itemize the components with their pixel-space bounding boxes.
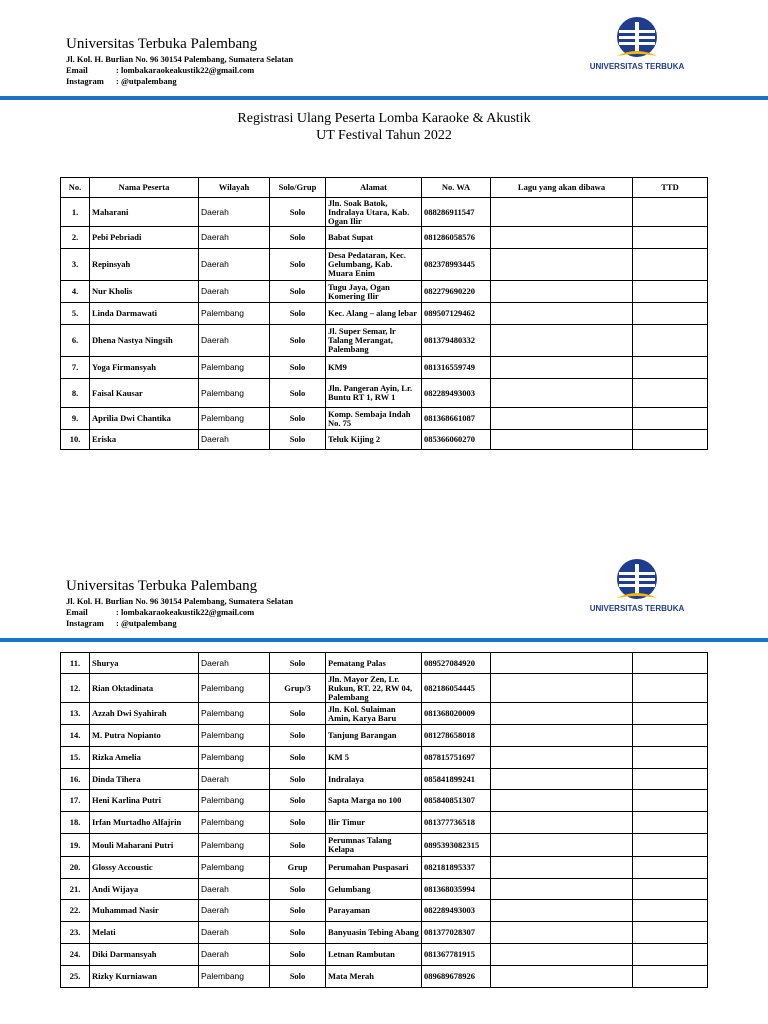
cell-nama: Maharani [90,198,199,227]
address-line: Jl. Kol. H. Burlian No. 96 30154 Palembang, Sumatera Selatan [66,54,294,64]
cell-lagu [491,674,633,703]
cell-no-wa: 081368020009 [422,703,491,725]
cell-lagu [491,747,633,769]
instagram-line-2: Instagram : @utpalembang [66,618,177,628]
cell-wilayah: Palembang [199,857,270,879]
cell-solo-grup: Grup [270,857,326,879]
cell-nama: Dhena Nastya Ningsih [90,325,199,357]
header-solo-grup: Solo/Grup [270,178,326,198]
cell-no-wa: 082181895337 [422,857,491,879]
cell-alamat: Komp. Sembaja Indah No. 75 [326,408,422,430]
cell-solo-grup: Solo [270,812,326,834]
cell-no-wa: 089527084920 [422,653,491,674]
cell-nama: Heni Karlina Putri [90,790,199,812]
cell-no: 15. [61,747,90,769]
cell-alamat: KM9 [326,357,422,379]
table-row [61,725,708,747]
cell-ttd [633,790,708,812]
cell-lagu [491,834,633,857]
cell-nama: Muhammad Nasir [90,900,199,922]
cell-no-wa: 085840851307 [422,790,491,812]
email-line: Email : lombakaraokeakustik22@gmail.com [66,65,255,75]
cell-ttd [633,769,708,790]
cell-solo-grup: Solo [270,879,326,900]
cell-no-wa: 081367781915 [422,944,491,966]
doc-title-line2: UT Festival Tahun 2022 [316,128,452,143]
cell-nama: Rizky Kurniawan [90,966,199,988]
table-row [61,769,708,790]
cell-ttd [633,725,708,747]
cell-no-wa: 081316559749 [422,357,491,379]
cell-nama: Shurya [90,653,199,674]
email-line-2: Email : lombakaraokeakustik22@gmail.com [66,607,255,617]
header-divider-2 [0,638,768,642]
cell-solo-grup: Solo [270,249,326,281]
cell-lagu [491,769,633,790]
cell-solo-grup: Solo [270,430,326,450]
cell-solo-grup: Solo [270,653,326,674]
table-row [61,922,708,944]
cell-no-wa: 089689678926 [422,966,491,988]
cell-no-wa: 089507129462 [422,303,491,325]
cell-wilayah: Daerah [199,900,270,922]
cell-solo-grup: Solo [270,769,326,790]
cell-no: 3. [61,249,90,281]
header-wilayah: Wilayah [199,178,270,198]
cell-no-wa: 081379480332 [422,325,491,357]
table-row [61,674,708,703]
cell-solo-grup: Solo [270,325,326,357]
cell-no: 8. [61,379,90,408]
cell-wilayah: Palembang [199,379,270,408]
cell-alamat: Indralaya [326,769,422,790]
cell-alamat: Ilir Timur [326,812,422,834]
cell-lagu [491,790,633,812]
cell-wilayah: Daerah [199,944,270,966]
table-row [61,790,708,812]
cell-nama: Mouli Maharani Putri [90,834,199,857]
cell-no: 13. [61,703,90,725]
cell-wilayah: Palembang [199,703,270,725]
cell-alamat: Jln. Kol. Sulaiman Amin, Karya Baru [326,703,422,725]
cell-no-wa: 081368035994 [422,879,491,900]
cell-wilayah: Daerah [199,249,270,281]
cell-alamat: Parayaman [326,900,422,922]
cell-no: 18. [61,812,90,834]
table-row [61,944,708,966]
header-ttd: TTD [633,178,708,198]
cell-wilayah: Daerah [199,227,270,249]
cell-lagu [491,725,633,747]
cell-alamat: Kec. Alang – alang lebar [326,303,422,325]
cell-no: 24. [61,944,90,966]
cell-no: 11. [61,653,90,674]
table-row [61,966,708,988]
cell-solo-grup: Solo [270,198,326,227]
cell-nama: Dinda Tihera [90,769,199,790]
cell-no: 7. [61,357,90,379]
cell-no-wa: 081278658018 [422,725,491,747]
table-row [61,879,708,900]
table-row [61,653,708,674]
university-name: Universitas Terbuka Palembang [66,36,258,52]
doc-title-line1: Registrasi Ulang Peserta Lomba Karaoke & Akustik [237,111,531,126]
cell-ttd [633,879,708,900]
cell-solo-grup: Solo [270,703,326,725]
header-alamat: Alamat [326,178,422,198]
table-row [61,747,708,769]
cell-solo-grup: Solo [270,408,326,430]
cell-nama: Rizka Amelia [90,747,199,769]
cell-no: 22. [61,900,90,922]
cell-no: 6. [61,325,90,357]
header-no: No. [61,178,90,198]
cell-solo-grup: Solo [270,944,326,966]
cell-solo-grup: Solo [270,790,326,812]
cell-lagu [491,857,633,879]
cell-alamat: Tugu Jaya, Ogan Komering Ilir [326,281,422,303]
cell-wilayah: Palembang [199,408,270,430]
cell-alamat: Mata Merah [326,966,422,988]
cell-no-wa: 085366060270 [422,430,491,450]
cell-alamat: Perumahan Puspasari [326,857,422,879]
cell-lagu [491,703,633,725]
cell-alamat: Jl. Super Semar, lr Talang Merangat, Palembang [326,325,422,357]
header-nama: Nama Peserta [90,178,199,198]
table-row [61,812,708,834]
cell-no-wa: 082378993445 [422,249,491,281]
cell-wilayah: Daerah [199,198,270,227]
university-name-2: Universitas Terbuka Palembang [66,578,258,594]
cell-alamat: Tanjung Barangan [326,725,422,747]
cell-no-wa: 081368661087 [422,408,491,430]
cell-alamat: Jln. Soak Batok, Indralaya Utara, Kab. Ogan Ilir [326,198,422,227]
cell-ttd [633,857,708,879]
cell-wilayah: Palembang [199,834,270,857]
cell-alamat: Perumnas Talang Kelapa [326,834,422,857]
address-line-2: Jl. Kol. H. Burlian No. 96 30154 Palembang, Sumatera Selatan [66,596,294,606]
cell-wilayah: Palembang [199,303,270,325]
cell-no: 17. [61,790,90,812]
cell-ttd [633,653,708,674]
cell-no-wa: 0895393082315 [422,834,491,857]
cell-no-wa: 082186054445 [422,674,491,703]
cell-ttd [633,812,708,834]
cell-wilayah: Daerah [199,653,270,674]
cell-wilayah: Palembang [199,357,270,379]
table-row [61,900,708,922]
cell-wilayah: Daerah [199,281,270,303]
cell-no-wa: 081377736518 [422,812,491,834]
cell-alamat: Jln. Pangeran Ayin, Lr. Buntu RT 1, RW 1 [326,379,422,408]
cell-nama: Pebi Pebriadi [90,227,199,249]
cell-wilayah: Palembang [199,674,270,703]
cell-ttd [633,922,708,944]
cell-nama: Faisal Kausar [90,379,199,408]
instagram-line: Instagram : @utpalembang [66,76,177,86]
cell-solo-grup: Solo [270,747,326,769]
cell-solo-grup: Solo [270,227,326,249]
cell-alamat: KM 5 [326,747,422,769]
cell-wilayah: Daerah [199,769,270,790]
cell-solo-grup: Solo [270,922,326,944]
cell-alamat: Jln. Mayor Zen, Lr. Rukun, RT. 22, RW 04, Palembang [326,674,422,703]
cell-lagu [491,812,633,834]
cell-no: 21. [61,879,90,900]
cell-ttd [633,966,708,988]
cell-nama: Rian Oktadinata [90,674,199,703]
cell-alamat: Desa Pedataran, Kec. Gelumbang, Kab. Muara Enim [326,249,422,281]
cell-no: 25. [61,966,90,988]
cell-lagu [491,922,633,944]
participant-table-2 [60,652,708,988]
cell-wilayah: Palembang [199,725,270,747]
ut-logo-2 [577,558,697,618]
cell-no-wa: 081286058576 [422,227,491,249]
cell-lagu [491,900,633,922]
cell-solo-grup: Solo [270,834,326,857]
table-row [61,703,708,725]
cell-nama: Azzah Dwi Syahirah [90,703,199,725]
cell-lagu [491,944,633,966]
cell-alamat: Gelumbang [326,879,422,900]
cell-lagu [491,966,633,988]
cell-alamat: Letnan Rambutan [326,944,422,966]
cell-wilayah: Daerah [199,325,270,357]
cell-no: 5. [61,303,90,325]
cell-no: 19. [61,834,90,857]
cell-wilayah: Palembang [199,966,270,988]
cell-alamat: Sapta Marga no 100 [326,790,422,812]
cell-wilayah: Palembang [199,790,270,812]
cell-alamat: Pematang Palas [326,653,422,674]
cell-alamat: Babat Supat [326,227,422,249]
cell-ttd [633,747,708,769]
header-lagu: Lagu yang akan dibawa [491,178,633,198]
cell-no: 16. [61,769,90,790]
cell-no: 4. [61,281,90,303]
cell-lagu [491,879,633,900]
cell-solo-grup: Solo [270,357,326,379]
cell-ttd [633,900,708,922]
cell-no: 23. [61,922,90,944]
cell-ttd [633,944,708,966]
cell-solo-grup: Solo [270,379,326,408]
cell-ttd [633,834,708,857]
cell-lagu [491,653,633,674]
cell-no: 12. [61,674,90,703]
cell-no-wa: 082279690220 [422,281,491,303]
cell-nama: M. Putra Nopianto [90,725,199,747]
cell-no: 1. [61,198,90,227]
cell-wilayah: Daerah [199,922,270,944]
cell-no-wa: 081377028307 [422,922,491,944]
cell-wilayah: Daerah [199,430,270,450]
cell-wilayah: Palembang [199,812,270,834]
cell-solo-grup: Grup/3 [270,674,326,703]
cell-ttd [633,674,708,703]
cell-ttd [633,703,708,725]
logo-text-2: UNIVERSITAS TERBUKA [589,604,685,613]
cell-solo-grup: Solo [270,725,326,747]
cell-nama: Irfan Murtadho Alfajrin [90,812,199,834]
cell-no: 20. [61,857,90,879]
cell-wilayah: Daerah [199,879,270,900]
cell-nama: Linda Darmawati [90,303,199,325]
cell-no: 2. [61,227,90,249]
cell-no-wa: 085841899241 [422,769,491,790]
table-row [61,834,708,857]
cell-solo-grup: Solo [270,966,326,988]
table-row [61,857,708,879]
cell-wilayah: Palembang [199,747,270,769]
cell-no-wa: 088286911547 [422,198,491,227]
cell-nama: Aprilia Dwi Chantika [90,408,199,430]
cell-no-wa: 087815751697 [422,747,491,769]
cell-nama: Diki Darmansyah [90,944,199,966]
cell-solo-grup: Solo [270,900,326,922]
cell-nama: Repinsyah [90,249,199,281]
cell-alamat: Teluk Kijing 2 [326,430,422,450]
cell-no: 14. [61,725,90,747]
cell-nama: Andi Wijaya [90,879,199,900]
cell-no: 9. [61,408,90,430]
cell-nama: Nur Kholis [90,281,199,303]
cell-nama: Melati [90,922,199,944]
ut-logo-icon-2 [577,558,697,604]
cell-alamat: Banyuasin Tebing Abang [326,922,422,944]
cell-nama: Yoga Firmansyah [90,357,199,379]
cell-nama: Glossy Accoustic [90,857,199,879]
cell-solo-grup: Solo [270,281,326,303]
cell-no-wa: 082289493003 [422,900,491,922]
cell-no-wa: 082289493003 [422,379,491,408]
cell-nama: Eriska [90,430,199,450]
cell-solo-grup: Solo [270,303,326,325]
cell-no: 10. [61,430,90,450]
logo-text: UNIVERSITAS TERBUKA [589,62,685,71]
header-no-wa: No. WA [422,178,491,198]
